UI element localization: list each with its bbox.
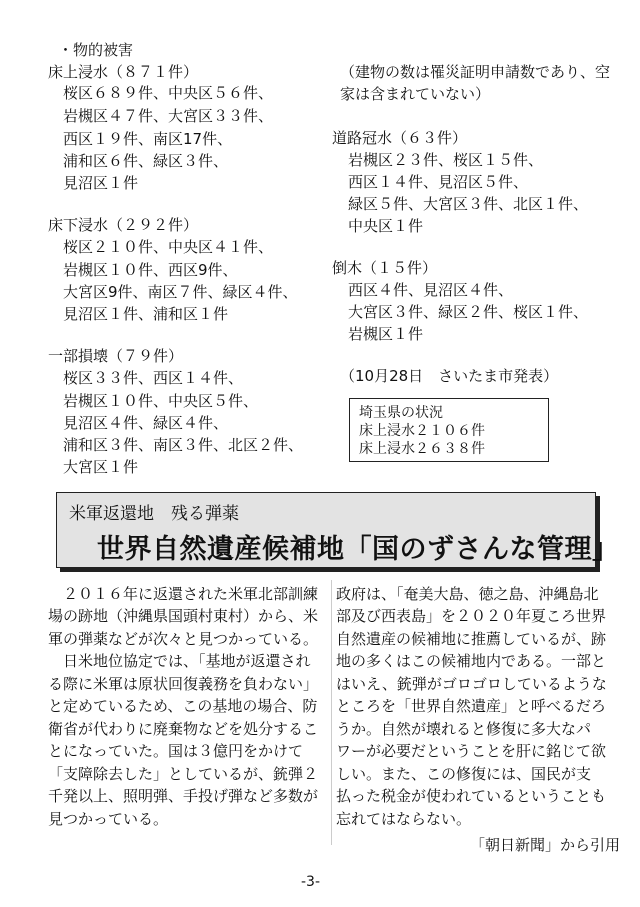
floor-below-line: 岩槻区１０件、西区9件、 — [63, 261, 238, 279]
prefecture-status-line: 床上浸水２１０６件 — [359, 423, 485, 439]
road-flood-line: 岩槻区２３件、桜区１５件、 — [348, 151, 544, 169]
article-line: 地の多くはこの候補地内である。一部と — [336, 652, 607, 670]
article-line: 政府は、「奄美大島、徳之島、沖縄島北 — [336, 585, 599, 603]
note-line: 家は含まれていない） — [340, 85, 491, 103]
article-line: 日米地位協定では、「基地が返還され — [48, 652, 311, 670]
damage-heading: ・物的被害 — [58, 41, 134, 59]
partial-damage-line: 見沼区４件、緑区４件、 — [63, 414, 229, 432]
fallen-trees-line: 西区４件、見沼区４件、 — [348, 281, 514, 299]
partial-damage-line: 岩槻区１０件、中央区５件、 — [63, 392, 259, 410]
fallen-trees-line: 岩槻区１件 — [348, 325, 424, 343]
article-line: ところを「世界自然遺産」と呼べるだろ — [336, 697, 607, 715]
floor-below-line: 桜区２１０件、中央区４１件、 — [63, 238, 274, 256]
floor-below-line: 大宮区9件、南区７件、緑区４件、 — [63, 283, 298, 301]
article-line: と定めているため、この基地の場合、防 — [48, 697, 318, 715]
note-line: （建物の数は罹災証明申請数であり、空 — [340, 63, 611, 81]
article-line: 軍の弾薬などが次々と見つかっている。 — [48, 630, 319, 648]
column-divider — [331, 580, 332, 845]
partial-damage-line: 浦和区３件、南区３件、北区２件、 — [63, 436, 304, 454]
floor-above-line: 桜区６８９件、中央区５６件、 — [63, 84, 274, 102]
article-line: ２０１６年に返還された米軍北部訓練 — [48, 585, 319, 603]
road-flood-line: 中央区１件 — [348, 217, 424, 235]
prefecture-status-box — [349, 398, 549, 462]
article-header — [56, 492, 620, 568]
floor-above-line: 西区１９件、南区17件、 — [63, 130, 233, 148]
floor-below-line: 見沼区１件、浦和区１件 — [63, 305, 229, 323]
road-flood-title: 道路冠水（６３件） — [332, 129, 468, 147]
article-line: はいえ、銃弾がゴロゴロしているような — [336, 675, 607, 693]
floor-above-line: 浦和区６件、緑区３件、 — [63, 152, 229, 170]
article-line: 自然遺産の候補地に推薦しているが、跡 — [336, 630, 607, 648]
partial-damage-line: 桜区３３件、西区１４件、 — [63, 369, 244, 387]
article-line: うか。自然が壊れると修復に多大なパ — [336, 720, 592, 738]
fallen-trees-title: 倒木（１５件） — [332, 259, 438, 277]
road-flood-line: 西区１４件、見沼区５件、 — [348, 173, 529, 191]
article-line: とになっていた。国は３億円をかけて — [48, 742, 304, 760]
road-flood-line: 緑区５件、大宮区３件、北区１件、 — [348, 195, 589, 213]
article-line: 「支障除去した」としているが、銃弾２ — [48, 765, 319, 783]
article-citation: 「朝日新聞」から引用 — [470, 836, 621, 854]
article-kicker: 米軍返還地 残る弾薬 — [69, 504, 239, 524]
prefecture-status-line: 埼玉県の状況 — [359, 405, 443, 421]
floor-above-title: 床上浸水（８７１件） — [48, 63, 199, 81]
article-line: 千発以上、照明弾、手投げ弾など多数が — [48, 787, 319, 805]
article-line: 忘れてはならない。 — [336, 810, 472, 828]
article-line: る際に米軍は原状回復義務を負わない」 — [48, 675, 319, 693]
article-headline: 世界自然遺産候補地「国のずさんな管理」 — [97, 534, 620, 565]
floor-below-title: 床下浸水（２９２件） — [48, 216, 199, 234]
prefecture-status-line: 床上浸水２６３８件 — [359, 441, 485, 457]
floor-above-line: 岩槻区４７件、大宮区３３件、 — [63, 107, 274, 125]
article-line: しい。また、この修復には、国民が支 — [336, 765, 592, 783]
floor-above-line: 見沼区１件 — [63, 174, 139, 192]
damage-source: （10月28日 さいたま市発表） — [340, 367, 559, 385]
fallen-trees-line: 大宮区３件、緑区２件、桜区１件、 — [348, 303, 589, 321]
partial-damage-title: 一部損壊（７９件） — [48, 347, 184, 365]
article-line: 場の跡地（沖縄県国頭村東村）から、米 — [48, 607, 319, 625]
article-line: 衛省が代わりに廃棄物などを処分するこ — [48, 720, 319, 738]
page-number: -3- — [301, 874, 321, 890]
article-line: 見つかっている。 — [48, 810, 169, 828]
article-line: 払った税金が使われているということも — [336, 787, 607, 805]
article-line: ワーが必要だということを肝に銘じて欲 — [336, 742, 607, 760]
article-line: 部及び西表島」を２０２０年夏ころ世界 — [336, 607, 607, 625]
partial-damage-line: 大宮区１件 — [63, 458, 139, 476]
